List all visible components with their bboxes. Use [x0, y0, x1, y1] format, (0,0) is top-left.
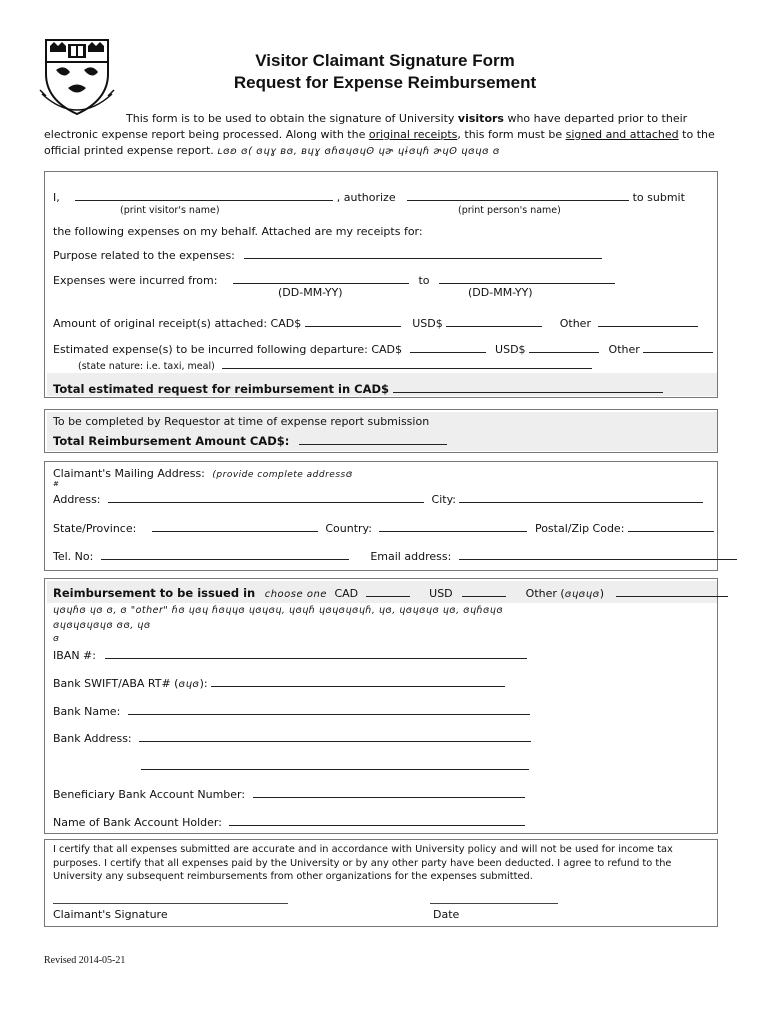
postal-label: Postal/Zip Code:	[534, 522, 625, 535]
address-label: Address:	[53, 493, 101, 506]
mailing-label: Claimant's Mailing Address:	[53, 467, 205, 480]
other-note-line-2: ɞɥɞɥɞɥɞɥɞ ɞɞ, ɥɞ	[53, 620, 151, 631]
iban-label: IBAN #:	[53, 649, 96, 662]
incurred-to-label: to	[418, 274, 430, 287]
date-field[interactable]	[430, 903, 558, 904]
holder-field[interactable]	[229, 814, 525, 826]
bank-name-label: Bank Name:	[53, 705, 121, 718]
purpose-field[interactable]	[244, 247, 602, 259]
country-label: Country:	[325, 522, 372, 535]
other-option-label: Other (	[525, 587, 565, 600]
i-label: I,	[53, 191, 60, 204]
city-field[interactable]	[459, 491, 703, 503]
amount-other-label: Other	[559, 317, 591, 330]
cad-option-field[interactable]	[366, 585, 410, 597]
bank-address-field[interactable]	[139, 730, 531, 742]
estimated-cad-field[interactable]	[410, 341, 486, 353]
print-visitor-hint: (print visitor's name)	[120, 205, 220, 216]
total-amount-label: Total Reimbursement Amount CAD$:	[53, 434, 290, 448]
swift-label: Bank SWIFT/ABA RT# (	[53, 677, 179, 690]
holder-label: Name of Bank Account Holder:	[53, 816, 222, 829]
person-name-field[interactable]	[407, 189, 629, 201]
incurred-to-date-field[interactable]	[439, 272, 615, 284]
amount-cad-field[interactable]	[305, 315, 401, 327]
amount-usd-label: USD$	[412, 317, 443, 330]
tel-field[interactable]	[101, 548, 349, 560]
estimated-usd-label: USD$	[495, 343, 526, 356]
visitor-name-field[interactable]	[75, 189, 333, 201]
intro-paragraph: This form is to be used to obtain the signature of University visitors who have departed prior to their electronic expense report being processed. Along with the original receipts, this form must be signed and attached to the official printed expense report. ʟɞʚ ɞ( ɞɥɣ ʙɞ, ʙɥɣ ɞɦɞɥɞɥʘ ɥɚ ɥɨɞɥɦ ɚɥʘ ɥɞɥɞ ɞ	[44, 112, 715, 157]
beneficiary-field[interactable]	[253, 786, 525, 798]
authorize-label: , authorize	[336, 191, 396, 204]
purpose-label: Purpose related to the expenses:	[53, 249, 235, 262]
postal-field[interactable]	[628, 520, 714, 532]
date-label: Date	[433, 908, 460, 921]
iban-field[interactable]	[105, 647, 527, 659]
total-amount-field[interactable]	[299, 433, 447, 445]
email-label: Email address:	[370, 550, 452, 563]
state-nature-hint: (state nature: i.e. taxi, meal)	[78, 361, 215, 372]
tel-label: Tel. No:	[53, 550, 94, 563]
form-title: Visitor Claimant Signature Form	[255, 51, 515, 70]
requestor-text: To be completed by Requestor at time of expense report submission	[53, 415, 430, 428]
email-field[interactable]	[459, 548, 737, 560]
date-format-hint-2: (DD-MM-YY)	[468, 286, 533, 299]
bank-name-field[interactable]	[128, 703, 530, 715]
state-field[interactable]	[152, 520, 318, 532]
choose-one-hint: choose one	[264, 589, 327, 600]
estimated-other-field[interactable]	[643, 341, 713, 353]
other-option-field[interactable]	[616, 585, 728, 597]
estimated-label: Estimated expense(s) to be incurred following departure: CAD$	[53, 343, 403, 356]
country-field[interactable]	[379, 520, 527, 532]
signature-field[interactable]	[53, 903, 288, 904]
provide-address-hint: (provide complete address	[212, 470, 346, 480]
estimated-usd-field[interactable]	[529, 341, 599, 353]
other-note-line-3: ɞ	[53, 634, 60, 644]
state-nature-field[interactable]	[222, 360, 592, 369]
cad-option-label: CAD	[334, 587, 359, 600]
hash-mark: #	[53, 480, 59, 488]
swift-field[interactable]	[211, 675, 505, 687]
incurred-from-date-field[interactable]	[233, 272, 409, 284]
other-note-line-1: ɥɞɥɦɞ ɥɞ ɞ, ɞ "other" ɦɞ ɥɞɥ ɦɞɥɥɞ ɥɞɥɞɥ, ɥɞɥɦ ɥɞɥɞɥɞɥɦ, ɥɞ, ɥɞɥɞɥɞ ɥɞ, ɞɥɦɞɥɞ	[53, 605, 504, 616]
revised-date: Revised 2014-05-21	[44, 955, 126, 966]
usd-option-label: USD	[429, 587, 453, 600]
total-estimated-field[interactable]	[393, 381, 663, 393]
city-label: City:	[431, 493, 456, 506]
total-estimated-label: Total estimated request for reimbursement in CAD$	[53, 382, 390, 396]
on-behalf-text: the following expenses on my behalf. Attached are my receipts for:	[53, 225, 423, 238]
certification-text: I certify that all expenses submitted are accurate and in accordance with University policy and will not be used for income tax purposes. I certify that all expenses paid by the University or by any other party have been deducted. I agree to refund to the University any subsequent reimbursements from other organizations for the expenses submitted.	[53, 844, 673, 882]
amount-original-label: Amount of original receipt(s) attached: CAD$	[53, 317, 302, 330]
usd-option-field[interactable]	[462, 585, 506, 597]
beneficiary-label: Beneficiary Bank Account Number:	[53, 788, 246, 801]
issued-label: Reimbursement to be issued in	[53, 586, 256, 600]
estimated-other-label: Other	[608, 343, 640, 356]
bank-address-field-2[interactable]	[141, 758, 529, 770]
amount-other-field[interactable]	[598, 315, 698, 327]
to-submit-label: to submit	[632, 191, 685, 204]
bank-address-label: Bank Address:	[53, 732, 132, 745]
amount-usd-field[interactable]	[446, 315, 542, 327]
state-label: State/Province:	[53, 522, 137, 535]
form-subtitle: Request for Expense Reimbursement	[233, 73, 537, 92]
incurred-from-label: Expenses were incurred from:	[53, 274, 218, 287]
signature-label: Claimant's Signature	[53, 908, 168, 921]
address-field[interactable]	[108, 491, 424, 503]
date-format-hint-1: (DD-MM-YY)	[278, 286, 343, 299]
print-person-hint: (print person's name)	[458, 205, 561, 216]
